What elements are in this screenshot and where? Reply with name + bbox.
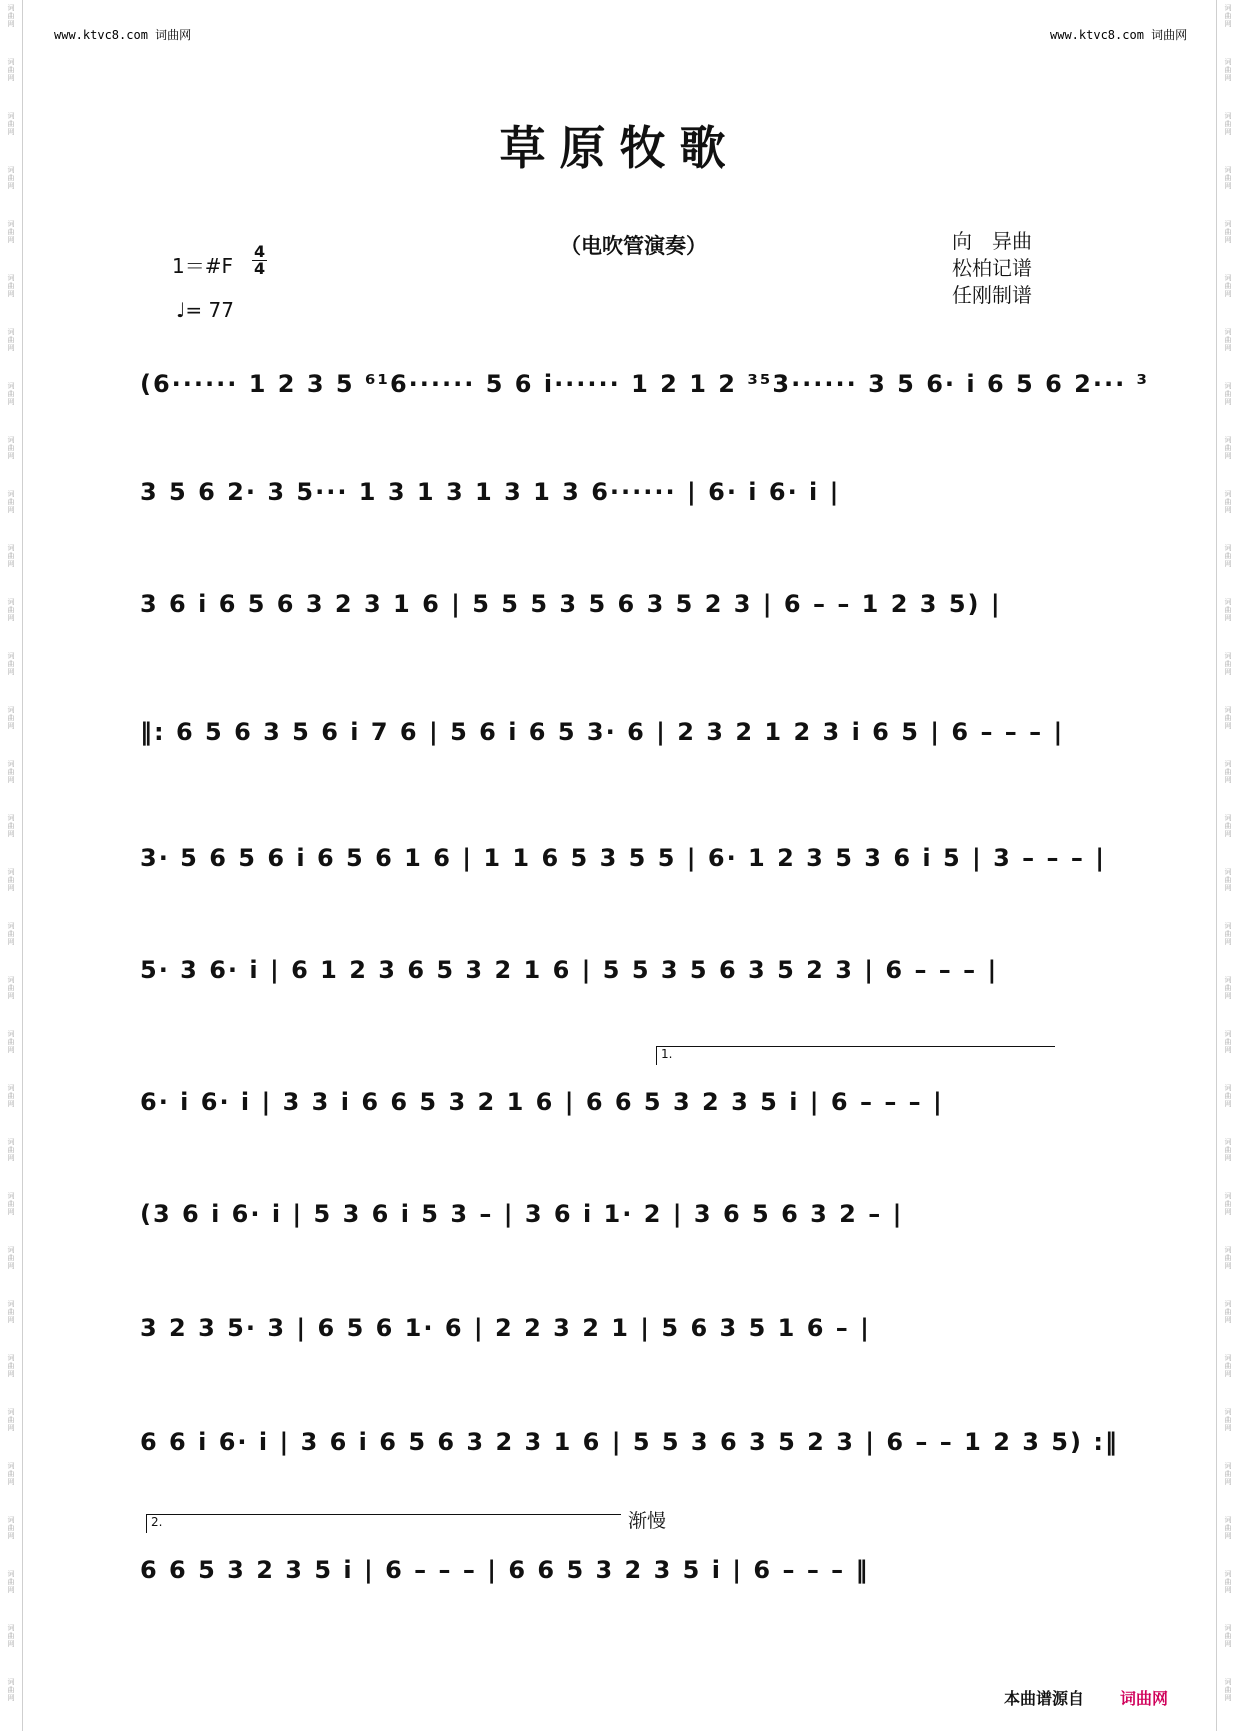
score-line-8: (3 6 i 6· i | 5 3 6 i 5 3 – | 3 6 i 1· 2 | 3 6 5 6 3 2 – | (140, 1200, 904, 1228)
side-watermark-text: 词 曲 网 (1224, 1354, 1232, 1378)
side-watermark-text: 词 曲 网 (1224, 274, 1232, 298)
side-watermark-text: 词 曲 网 (1224, 1678, 1232, 1702)
side-watermark-text: 词 曲 网 (1224, 1462, 1232, 1486)
side-watermark-text: 词 曲 网 (1224, 652, 1232, 676)
side-watermark-text: 词 曲 网 (7, 652, 15, 676)
side-watermark-text: 词 曲 网 (7, 1138, 15, 1162)
credit-transcriber: 松柏记谱 (952, 256, 1032, 280)
side-watermark-text: 词 曲 网 (7, 976, 15, 1000)
header-link-left[interactable]: www.ktvc8.com 词曲网 (54, 28, 192, 42)
side-watermark-text: 词 曲 网 (7, 706, 15, 730)
side-watermark-text: 词 曲 网 (7, 166, 15, 190)
side-watermark-text: 词 曲 网 (7, 1570, 15, 1594)
side-watermark-text: 词 曲 网 (1224, 1570, 1232, 1594)
side-watermark-text: 词 曲 网 (1224, 1516, 1232, 1540)
side-watermark-text: 词 曲 网 (1224, 976, 1232, 1000)
side-watermark-text: 词 曲 网 (1224, 220, 1232, 244)
side-watermark-text: 词 曲 网 (1224, 760, 1232, 784)
footer (1004, 1686, 1168, 1709)
credit-composer: 向 异曲 (952, 229, 1032, 253)
side-watermark-text: 词 曲 网 (7, 4, 15, 28)
side-watermark-text: 词 曲 网 (7, 598, 15, 622)
side-watermark-text: 词 曲 网 (7, 544, 15, 568)
side-watermark-text: 词 曲 网 (7, 274, 15, 298)
side-watermark-text: 词 曲 网 (1224, 1030, 1232, 1054)
side-watermark-text: 词 曲 网 (7, 1030, 15, 1054)
side-watermark-text: 词 曲 网 (7, 1678, 15, 1702)
score-line-9: 3 2 3 5· 3 | 6 5 6 1· 6 | 2 2 3 2 1 | 5 6 3 5 1 6 – | (140, 1314, 871, 1342)
side-watermark-text: 词 曲 网 (7, 814, 15, 838)
side-watermark-text: 词 曲 网 (7, 58, 15, 82)
side-watermark-text: 词 曲 网 (1224, 868, 1232, 892)
side-watermark-text: 词 曲 网 (1224, 1192, 1232, 1216)
side-watermark-text: 词 曲 网 (1224, 922, 1232, 946)
song-title: 草原牧歌 (499, 121, 740, 175)
side-watermark-text: 词 曲 网 (7, 922, 15, 946)
side-watermark-text: 词 曲 网 (7, 328, 15, 352)
side-watermark-text: 词 曲 网 (7, 868, 15, 892)
side-watermark-text: 词 曲 网 (7, 220, 15, 244)
side-watermark-text: 词 曲 网 (7, 1300, 15, 1324)
header-link-right[interactable]: www.ktvc8.com 词曲网 (1050, 28, 1188, 42)
side-watermark-text: 词 曲 网 (1224, 1408, 1232, 1432)
ritardando-marking: 渐慢 (628, 1510, 667, 1532)
side-watermark-text: 词 曲 网 (1224, 598, 1232, 622)
side-watermark-text: 词 曲 网 (7, 1354, 15, 1378)
volta-2: 2. (146, 1514, 621, 1533)
side-watermark-text: 词 曲 网 (1224, 1138, 1232, 1162)
side-watermark-text: 词 曲 网 (7, 1624, 15, 1648)
side-watermark-text: 词 曲 网 (1224, 490, 1232, 514)
side-watermark-text: 词 曲 网 (7, 1408, 15, 1432)
credit-engraver: 任刚制谱 (952, 283, 1032, 307)
side-watermark-text: 词 曲 网 (1224, 544, 1232, 568)
side-watermark-text: 词 曲 网 (7, 490, 15, 514)
score-line-2: 3 5 6 2· 3 5··· 1 3 1 3 1 3 1 3 6······ | 6· i 6· i | (140, 478, 841, 506)
side-watermark-text: 词 曲 网 (7, 112, 15, 136)
subtitle: （电吹管演奏） (560, 234, 707, 258)
side-watermark-text: 词 曲 网 (1224, 382, 1232, 406)
side-watermark-text: 词 曲 网 (1224, 436, 1232, 460)
side-watermark-text: 词 曲 网 (7, 1462, 15, 1486)
side-watermark-text: 词 曲 网 (1224, 706, 1232, 730)
side-watermark-text: 词 曲 网 (1224, 4, 1232, 28)
score-line-10: 6 6 i 6· i | 3 6 i 6 5 6 3 2 3 1 6 | 5 5 3 6 3 5 2 3 | 6 – – 1 2 3 5) :‖ (140, 1428, 1119, 1456)
side-watermark-text: 词 曲 网 (1224, 58, 1232, 82)
side-watermark-text: 词 曲 网 (1224, 814, 1232, 838)
volta-1: 1. (656, 1046, 1055, 1065)
score-line-11: 6 6 5 3 2 3 5 i | 6 – – – | 6 6 5 3 2 3 5 i | 6 – – – ‖ (140, 1556, 870, 1584)
side-watermark-text: 词 曲 网 (7, 382, 15, 406)
score-line-3: 3 6 i 6 5 6 3 2 3 1 6 | 5 5 5 3 5 6 3 5 2 3 | 6 – – 1 2 3 5) | (140, 590, 1002, 618)
side-watermark-text: 词 曲 网 (7, 1516, 15, 1540)
side-watermark-text: 词 曲 网 (7, 1084, 15, 1108)
side-watermark-text: 词 曲 网 (1224, 1084, 1232, 1108)
side-watermark-text: 词 曲 网 (1224, 166, 1232, 190)
side-watermark-text: 词 曲 网 (1224, 112, 1232, 136)
side-watermark-text: 词 曲 网 (1224, 1246, 1232, 1270)
side-watermark-text: 词 曲 网 (1224, 1300, 1232, 1324)
time-signature-bottom: 4 (254, 259, 266, 278)
side-watermark-text: 词 曲 网 (1224, 1624, 1232, 1648)
side-watermark-text: 词 曲 网 (7, 1192, 15, 1216)
footer-brand-link[interactable]: 词曲网 (1120, 1689, 1169, 1708)
side-watermark-text: 词 曲 网 (7, 436, 15, 460)
footer-source-label: 本曲谱源自 (1004, 1689, 1085, 1708)
score-line-1: (6······ 1 2 3 5 ⁶¹6······ 5 6 i······ 1 2 1 2 ³⁵3······ 3 5 6· i 6 5 6 2··· ³ (140, 370, 1150, 398)
score-line-5: 3· 5 6 5 6 i 6 5 6 1 6 | 1 1 6 5 3 5 5 | 6· 1 2 3 5 3 6 i 5 | 3 – – – | (140, 844, 1107, 872)
side-watermark-text: 词 曲 网 (1224, 328, 1232, 352)
score-line-6: 5· 3 6· i | 6 1 2 3 6 5 3 2 1 6 | 5 5 3 5 6 3 5 2 3 | 6 – – – | (140, 956, 999, 984)
side-watermark-text: 词 曲 网 (7, 760, 15, 784)
key-signature: 1＝#F (172, 254, 233, 278)
score-line-7: 6· i 6· i | 3 3 i 6 6 5 3 2 1 6 | 6 6 5 3 2 3 5 i | 6 – – – | (140, 1088, 944, 1116)
time-signature-top: 4 (254, 242, 266, 261)
tempo-marking: ♩= 77 (176, 298, 234, 322)
side-watermark-text: 词 曲 网 (7, 1246, 15, 1270)
score-line-4: ‖: 6 5 6 3 5 6 i 7 6 | 5 6 i 6 5 3· 6 | 2 3 2 1 2 3 i 6 5 | 6 – – – | (140, 718, 1065, 746)
